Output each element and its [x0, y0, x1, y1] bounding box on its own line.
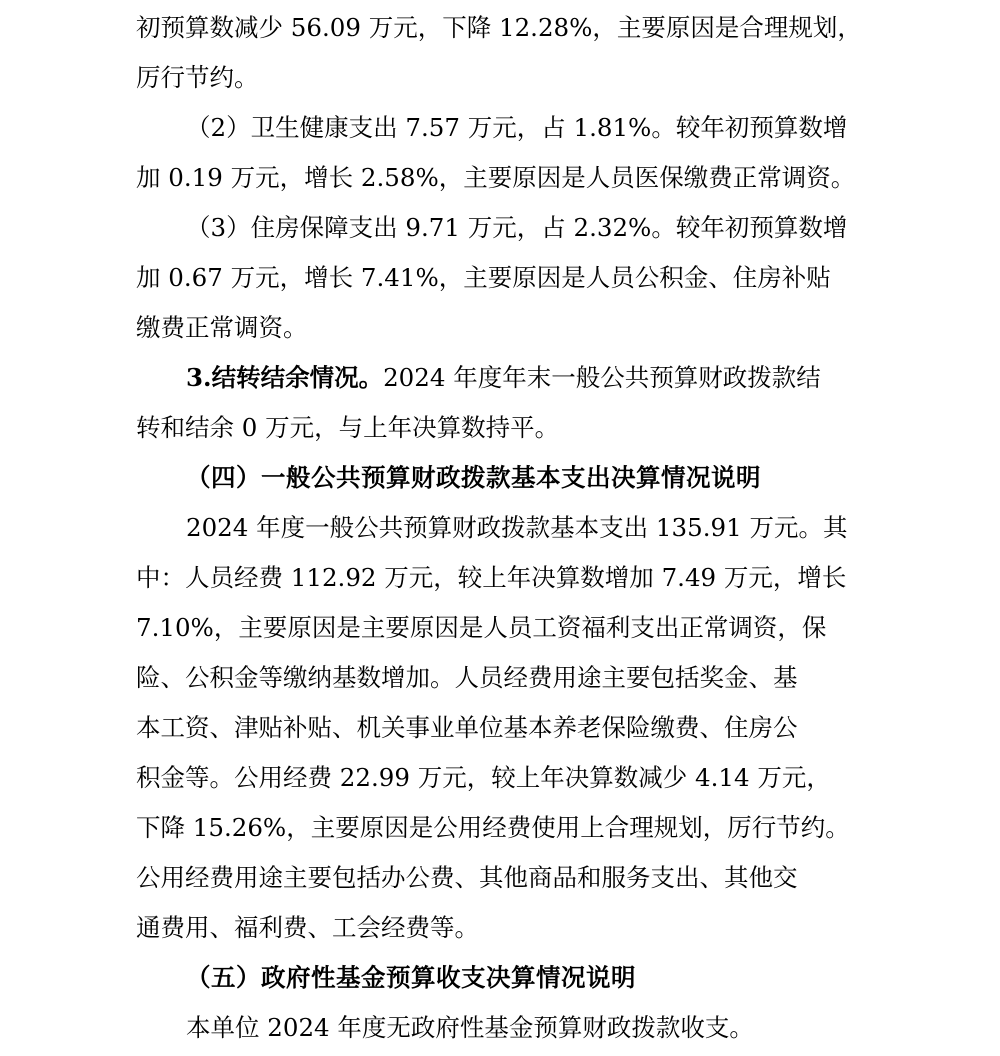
text-line: 下降 15.26%，主要原因是公用经费使用上合理规划，厉行节约。	[136, 813, 850, 842]
text-line: 本工资、津贴补贴、机关事业单位基本养老保险缴费、住房公	[136, 713, 798, 742]
section-heading: （五）政府性基金预算收支决算情况说明	[186, 963, 636, 992]
text-line: 积金等。公用经费 22.99 万元，较上年决算数减少 4.14 万元，	[136, 763, 831, 792]
text-line: 本单位 2024 年度无政府性基金预算财政拨款收支。	[186, 1013, 754, 1042]
text-line: 通费用、福利费、工会经费等。	[136, 913, 479, 942]
text-line: 中：人员经费 112.92 万元，较上年决算数增加 7.49 万元，增长	[136, 563, 847, 592]
text-line: 险、公积金等缴纳基数增加。人员经费用途主要包括奖金、基	[136, 663, 798, 692]
section-heading: （四）一般公共预算财政拨款基本支出决算情况说明	[186, 463, 761, 492]
text-line: （3）住房保障支出 9.71 万元，占 2.32%。较年初预算数增	[186, 213, 848, 242]
text-line: 缴费正常调资。	[136, 313, 308, 342]
text-line: 加 0.19 万元，增长 2.58%，主要原因是人员医保缴费正常调资。	[136, 163, 856, 192]
text-line: 公用经费用途主要包括办公费、其他商品和服务支出、其他交	[136, 863, 798, 892]
text-line: 厉行节约。	[136, 63, 259, 92]
text-line: 7.10%，主要原因是主要原因是人员工资福利支出正常调资，保	[136, 613, 827, 642]
text-line: 加 0.67 万元，增长 7.41%，主要原因是人员公积金、住房补贴	[136, 263, 831, 292]
text-span: 2024 年度年末一般公共预算财政拨款结	[383, 363, 821, 392]
text-line: 初预算数减少 56.09 万元，下降 12.28%，主要原因是合理规划，	[136, 13, 862, 42]
text-line: （2）卫生健康支出 7.57 万元，占 1.81%。较年初预算数增	[186, 113, 848, 142]
text-line: 转和结余 0 万元，与上年决算数持平。	[136, 413, 560, 442]
text-line: 2024 年度一般公共预算财政拨款基本支出 135.91 万元。其	[186, 513, 848, 542]
paragraph-line	[186, 353, 896, 403]
section-lead: 3.结转结余情况。	[186, 363, 384, 392]
